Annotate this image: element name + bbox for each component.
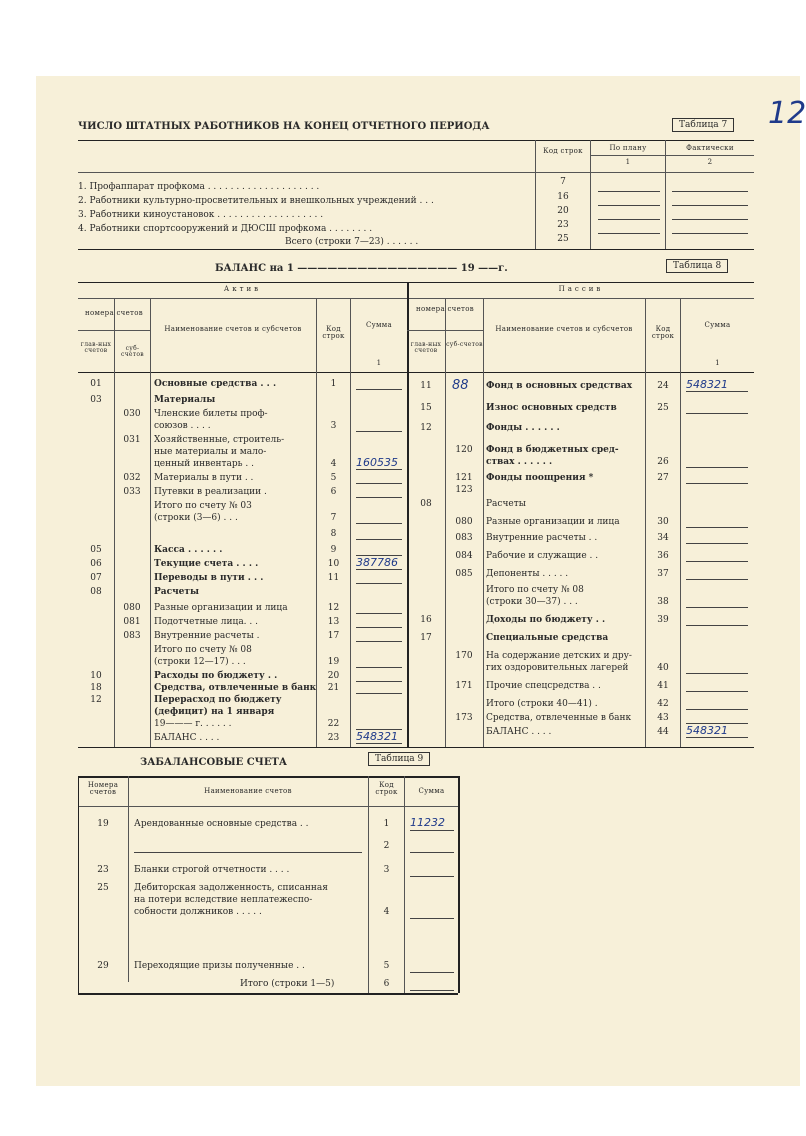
- aktiv-account-name: Основные средства . . .: [154, 379, 277, 389]
- aktiv-account-name: (строки (3—6) . . .: [154, 513, 238, 523]
- aktiv-code: 17: [327, 631, 340, 641]
- aktiv-main-account: 07: [90, 573, 102, 583]
- passiv-code: 40: [657, 663, 669, 673]
- fill-line: [356, 497, 402, 498]
- passiv-main-account: 15: [420, 403, 432, 413]
- aktiv-sub-account: 083: [123, 631, 141, 641]
- fill-line: [686, 579, 748, 580]
- passiv-account-name: Расчеты: [486, 499, 526, 509]
- passiv-account-name: Итого по счету № 08: [486, 585, 584, 595]
- passiv-account-name: Рабочие и служащие . .: [486, 551, 599, 561]
- aktiv-header-main: глав-ных счетов: [80, 341, 112, 354]
- aktiv-account-name: Путевки в реализации .: [154, 487, 267, 497]
- fill-line: [686, 691, 748, 692]
- passiv-sub-account: 123: [455, 485, 473, 495]
- table9-account-name: Итого (строки 1—5): [240, 979, 335, 989]
- fill-line: [356, 693, 402, 694]
- handwritten-sum: 548321: [356, 730, 398, 743]
- aktiv-code: 7: [330, 513, 337, 523]
- passiv-header-main: глав-ных счетов: [410, 341, 442, 354]
- table8-title: БАЛАНС на 1 ———————————————— 19 ——г.: [215, 263, 508, 274]
- aktiv-code: 1: [330, 379, 337, 389]
- fill-line: [356, 389, 402, 390]
- aktiv-sub-account: 030: [123, 409, 141, 419]
- page-number-mark: 12: [768, 96, 806, 131]
- passiv-account-name: БАЛАНС . . . .: [486, 727, 552, 737]
- passiv-account-name: ствах . . . . . .: [486, 457, 553, 467]
- table9-header-sum: Сумма: [418, 787, 445, 795]
- aktiv-main-account: 05: [90, 545, 102, 555]
- passiv-account-name: Доходы по бюджету . .: [486, 615, 606, 625]
- passiv-header-sum: Сумма: [704, 321, 731, 329]
- passiv-code: 27: [657, 473, 669, 483]
- fill-line: [134, 852, 362, 853]
- aktiv-main-account: 18: [90, 683, 102, 693]
- aktiv-account-name: Членские билеты проф-: [154, 409, 268, 419]
- passiv-account-name: Фонды поощрения *: [486, 473, 594, 483]
- fill-line: [410, 972, 454, 973]
- fill-line: [356, 613, 402, 614]
- fill-line: [356, 667, 402, 668]
- aktiv-sub-account: 031: [123, 435, 141, 445]
- fill-line: [686, 527, 748, 528]
- aktiv-account-name: ценный инвентарь . .: [154, 459, 254, 469]
- aktiv-main-account: 01: [90, 379, 102, 389]
- table9-account-name: собности должников . . . . .: [134, 907, 262, 917]
- passiv-sub-account: 171: [455, 681, 473, 691]
- aktiv-code: 9: [330, 545, 337, 555]
- table9-account-name: Арендованные основные средства . .: [134, 819, 309, 829]
- aktiv-account-name: Материалы: [154, 395, 216, 405]
- aktiv-code: 8: [330, 529, 337, 539]
- aktiv-code: 19: [327, 657, 340, 667]
- passiv-account-name: Фонд в бюджетных сред-: [486, 445, 619, 455]
- aktiv-code: 21: [327, 683, 340, 693]
- table7-header-code: Код строк: [543, 147, 583, 155]
- table7-header-fact-num: 2: [707, 158, 713, 166]
- passiv-sub-account: 084: [455, 551, 473, 561]
- passiv-code: 44: [657, 727, 669, 737]
- fill-line: [410, 990, 454, 991]
- table7-header-fact: Фактически: [686, 144, 734, 152]
- passiv-account-name: Фонд в основных средствах: [486, 381, 633, 391]
- table7-title: ЧИСЛО ШТАТНЫХ РАБОТНИКОВ НА КОНЕЦ ОТЧЕТНОГО ПЕРИОДА: [78, 121, 490, 132]
- aktiv-header-nums: номера счетов: [85, 309, 143, 317]
- aktiv-account-name: 19——— г. . . . . .: [154, 719, 232, 729]
- fill-line: [686, 607, 748, 608]
- table7-header-plan: По плану: [609, 144, 647, 152]
- aktiv-header-name: Наименование счетов и субсчетов: [164, 325, 302, 333]
- passiv-code: 42: [657, 699, 669, 709]
- aktiv-account-name: Касса . . . . . .: [154, 545, 223, 555]
- aktiv-header-code: Код строк: [322, 325, 345, 340]
- passiv-code: 37: [657, 569, 669, 579]
- table9-account-name: Переходящие призы полученные . .: [134, 961, 305, 971]
- aktiv-account-name: Внутренние расчеты .: [154, 631, 260, 641]
- passiv-sub-account: 88: [452, 378, 469, 393]
- aktiv-account-name: Материалы в пути . .: [154, 473, 254, 483]
- table9-account-name: на потери вследствие неплатежеспо-: [134, 895, 313, 905]
- passiv-account-name: гих оздоровительных лагерей: [486, 663, 629, 673]
- passiv-header-one: 1: [715, 359, 720, 367]
- aktiv-main-account: 12: [90, 695, 102, 705]
- aktiv-account-name: Хозяйственные, строитель-: [154, 435, 285, 445]
- passiv-account-name: Износ основных средств: [486, 403, 617, 413]
- handwritten-sum: 11232: [410, 816, 445, 829]
- table7-header-plan-num: 1: [625, 158, 631, 166]
- passiv-sub-account: 120: [455, 445, 473, 455]
- passiv-code: 43: [657, 713, 669, 723]
- fill-line: [686, 483, 748, 484]
- aktiv-sub-account: 033: [123, 487, 141, 497]
- passiv-account-name: Депоненты . . . . .: [486, 569, 569, 579]
- table9-title: ЗАБАЛАНСОВЫЕ СЧЕТА: [140, 757, 288, 768]
- aktiv-account-name: (дефицит) на 1 января: [154, 707, 275, 717]
- aktiv-main-account: 03: [90, 395, 102, 405]
- passiv-header-sub: суб-счетов: [446, 341, 483, 348]
- passiv-code: 39: [657, 615, 669, 625]
- handwritten-sum: 548321: [686, 378, 728, 391]
- passiv-code: 24: [657, 381, 669, 391]
- passiv-code: 34: [657, 533, 669, 543]
- table9-account-name: Бланки строгой отчетности . . . .: [134, 865, 290, 875]
- passiv-header: Пассив: [558, 285, 604, 293]
- aktiv-code: 20: [327, 671, 340, 681]
- passiv-sub-account: 170: [455, 651, 473, 661]
- passiv-account-name: (строки 30—37) . . .: [486, 597, 578, 607]
- fill-line: [356, 583, 402, 584]
- aktiv-account-name: Итого по счету № 08: [154, 645, 252, 655]
- aktiv-sub-account: 080: [123, 603, 141, 613]
- passiv-account-name: Прочие спецсредства . .: [486, 681, 601, 691]
- fill-line: [356, 641, 402, 642]
- fill-line: [356, 569, 402, 570]
- fill-line: [686, 543, 748, 544]
- passiv-sub-account: 121: [455, 473, 473, 483]
- passiv-code: 25: [657, 403, 669, 413]
- passiv-main-account: 17: [420, 633, 432, 643]
- aktiv-header-sum: Сумма: [365, 321, 393, 329]
- fill-line: [686, 467, 748, 468]
- table9-header-name: Наименование счетов: [204, 787, 292, 795]
- aktiv-account-name: Текущие счета . . . .: [154, 559, 259, 569]
- aktiv-code: 23: [327, 733, 340, 743]
- passiv-header-code: Код строк: [651, 325, 675, 340]
- passiv-code: 30: [657, 517, 669, 527]
- table8-label: Таблица 8: [666, 259, 728, 273]
- fill-line: [356, 469, 402, 470]
- fill-line: [356, 431, 402, 432]
- fill-line: [686, 625, 748, 626]
- fill-line: [356, 539, 402, 540]
- fill-line: [686, 673, 748, 674]
- aktiv-header-sub: суб-счетов: [121, 345, 144, 358]
- fill-line: [356, 743, 402, 744]
- passiv-account-name: Итого (строки 40—41) .: [486, 699, 598, 709]
- aktiv-account-name: Расчеты: [154, 587, 199, 597]
- fill-line: [356, 681, 402, 682]
- aktiv-account-name: ные материалы и мало-: [154, 447, 267, 457]
- table9-header-code: Код строк: [375, 781, 398, 796]
- table9-header-num: Номера счетов: [87, 781, 119, 796]
- handwritten-sum: 548321: [686, 724, 728, 737]
- aktiv-main-account: 10: [90, 671, 102, 681]
- passiv-account-name: Специальные средства: [486, 633, 609, 643]
- table9-label: Таблица 9: [368, 752, 430, 766]
- passiv-header-name: Наименование счетов и субсчетов: [495, 325, 633, 333]
- fill-line: [410, 876, 454, 877]
- fill-line: [356, 483, 402, 484]
- table9-account-name: Дебиторская задолженность, списанная: [134, 883, 328, 893]
- handwritten-sum: 387786: [356, 556, 398, 569]
- passiv-account-name: На содержание детских и дру-: [486, 651, 632, 661]
- aktiv-sub-account: 032: [123, 473, 141, 483]
- passiv-code: 38: [657, 597, 669, 607]
- table9-code: 2: [383, 841, 390, 851]
- table9-account-number: 19: [97, 819, 109, 829]
- table9-code: 6: [383, 979, 390, 989]
- passiv-sub-account: 173: [455, 713, 473, 723]
- aktiv-account-name: Перерасход по бюджету: [154, 695, 282, 705]
- passiv-main-account: 16: [420, 615, 432, 625]
- passiv-main-account: 11: [420, 381, 432, 391]
- aktiv-code: 11: [327, 573, 340, 583]
- passiv-main-account: 08: [420, 499, 432, 509]
- aktiv-code: 12: [327, 603, 340, 613]
- aktiv-header-one: 1: [376, 359, 382, 367]
- passiv-code: 26: [657, 457, 669, 467]
- table9-account-number: 25: [97, 883, 109, 893]
- aktiv-code: 10: [327, 559, 340, 569]
- passiv-account-name: Внутренние расчеты . .: [486, 533, 598, 543]
- aktiv-account-name: Расходы по бюджету . .: [154, 671, 278, 681]
- fill-line: [410, 852, 454, 853]
- aktiv-account-name: Разные организации и лица: [154, 603, 288, 613]
- fill-line: [410, 830, 454, 831]
- table9-account-number: 29: [97, 961, 109, 971]
- table9-code: 3: [383, 865, 390, 875]
- handwritten-sum: 160535: [356, 456, 398, 469]
- aktiv-account-name: Подотчетные лица. . .: [154, 617, 258, 627]
- aktiv-code: 6: [330, 487, 337, 497]
- fill-line: [410, 918, 454, 919]
- aktiv-account-name: союзов . . . .: [154, 421, 211, 431]
- passiv-header-nums: номера счетов: [416, 305, 474, 313]
- aktiv-code: 3: [330, 421, 337, 431]
- fill-line: [356, 627, 402, 628]
- aktiv-code: 4: [330, 459, 337, 469]
- passiv-account-name: Разные организации и лица: [486, 517, 620, 527]
- table7-label: Таблица 7: [672, 118, 734, 132]
- table9-code: 4: [383, 907, 390, 917]
- table9-code: 5: [383, 961, 390, 971]
- passiv-sub-account: 085: [455, 569, 473, 579]
- table9-account-number: 23: [97, 865, 109, 875]
- aktiv-sub-account: 081: [123, 617, 141, 627]
- aktiv-account-name: БАЛАНС . . . .: [154, 733, 220, 743]
- fill-line: [356, 523, 402, 524]
- passiv-sub-account: 080: [455, 517, 473, 527]
- aktiv-account-name: Итого по счету № 03: [154, 501, 252, 511]
- aktiv-account-name: Средства, отвлеченные в банк: [154, 683, 317, 693]
- passiv-main-account: 12: [420, 423, 432, 433]
- fill-line: [686, 391, 748, 392]
- passiv-account-name: Средства, отвлеченные в банк: [486, 713, 632, 723]
- fill-line: [686, 561, 748, 562]
- aktiv-code: 13: [327, 617, 340, 627]
- aktiv-code: 22: [327, 719, 340, 729]
- aktiv-account-name: (строки 12—17) . . .: [154, 657, 246, 667]
- passiv-code: 36: [657, 551, 669, 561]
- fill-line: [686, 709, 748, 710]
- fill-line: [686, 737, 748, 738]
- aktiv-header: Актив: [223, 285, 262, 293]
- aktiv-account-name: Переводы в пути . . .: [154, 573, 264, 583]
- passiv-code: 41: [657, 681, 669, 691]
- aktiv-main-account: 08: [90, 587, 102, 597]
- passiv-sub-account: 083: [455, 533, 473, 543]
- aktiv-main-account: 06: [90, 559, 102, 569]
- aktiv-code: 5: [330, 473, 337, 483]
- fill-line: [686, 413, 748, 414]
- table9-code: 1: [383, 819, 390, 829]
- passiv-account-name: Фонды . . . . . .: [486, 423, 560, 433]
